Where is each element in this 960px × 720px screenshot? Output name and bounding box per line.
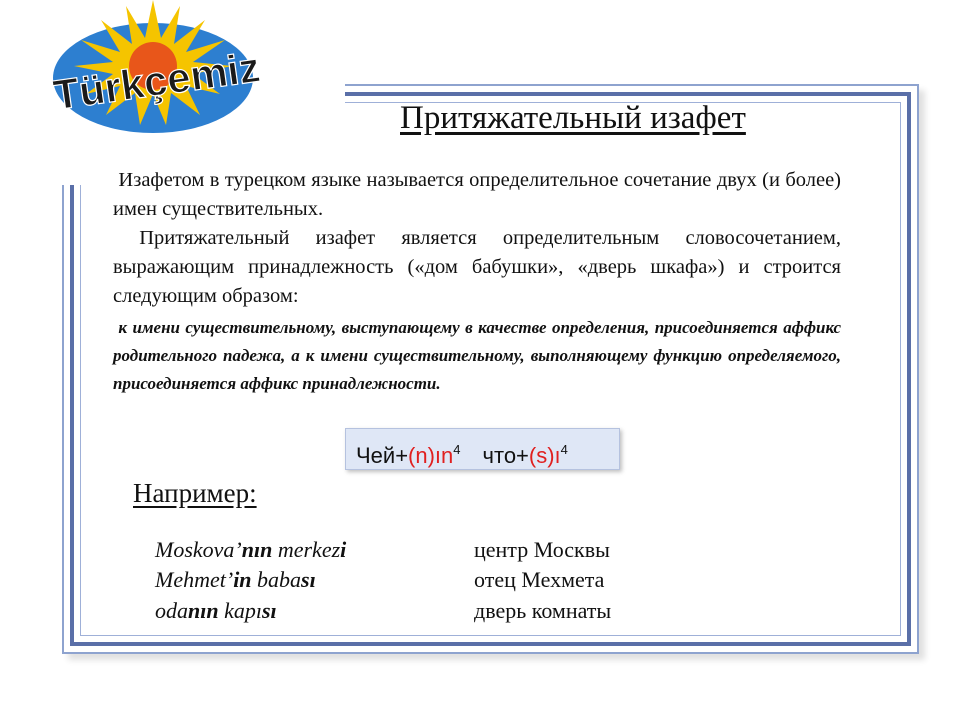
example-affix: i [340, 537, 347, 562]
rule-text [113, 314, 841, 398]
example-affix: nın [188, 598, 219, 623]
formula-box [345, 428, 620, 470]
page-title: Притяжательный изафет [400, 100, 746, 136]
example-affix: sı [301, 567, 316, 592]
paragraph-definition [113, 166, 841, 224]
example-stem: kapı [218, 598, 262, 623]
example-stem: merkez [272, 537, 341, 562]
example-translation: дверь комнаты [474, 598, 612, 623]
paragraph-definition-text: Изафетом в турецком языке называется определительное сочетание двух (и более) имен существительных. [113, 169, 841, 220]
example-translation: центр Москвы [474, 537, 610, 562]
example-translation: отец Мехмета [474, 567, 605, 592]
formula-right-word: что+ [482, 443, 529, 468]
logo-text: Türkçemiz [50, 43, 263, 119]
example-stem: Mehmet’ [155, 567, 234, 592]
logo-area [0, 0, 345, 185]
example-stem: oda [155, 598, 188, 623]
example-affix: nın [241, 537, 273, 562]
formula-left-sup: 4 [453, 442, 461, 457]
formula-left-word: Чей+ [356, 443, 409, 468]
paragraph-possessive [113, 224, 841, 311]
example-turkish [155, 596, 277, 626]
example-turkish [155, 565, 316, 595]
rule-text-body: к имени существительному, выступающему в качестве определения, присоединяется аффикс родительного падежа, а к имени существительному, выполняющему функцию определяемого, присоединяется аффикс принадлежности. [113, 318, 841, 393]
example-stem: baba [251, 567, 302, 592]
formula-right-sup: 4 [560, 442, 568, 457]
paragraph-possessive-text: Притяжательный изафет является определительным словосочетанием, выражающим принадлежность («дом бабушки», «дверь шкафа») и строится следующим образом: [113, 227, 841, 307]
example-affix: in [233, 567, 252, 592]
example-label: Например: [133, 478, 257, 508]
example-stem: Moskova’ [155, 537, 242, 562]
formula-left-affix: (n)ın [408, 443, 454, 468]
example-turkish [155, 535, 346, 565]
example-affix: sı [261, 598, 277, 623]
turkcemiz-logo [40, 0, 270, 150]
formula-right-affix: (s)ı [528, 443, 561, 468]
